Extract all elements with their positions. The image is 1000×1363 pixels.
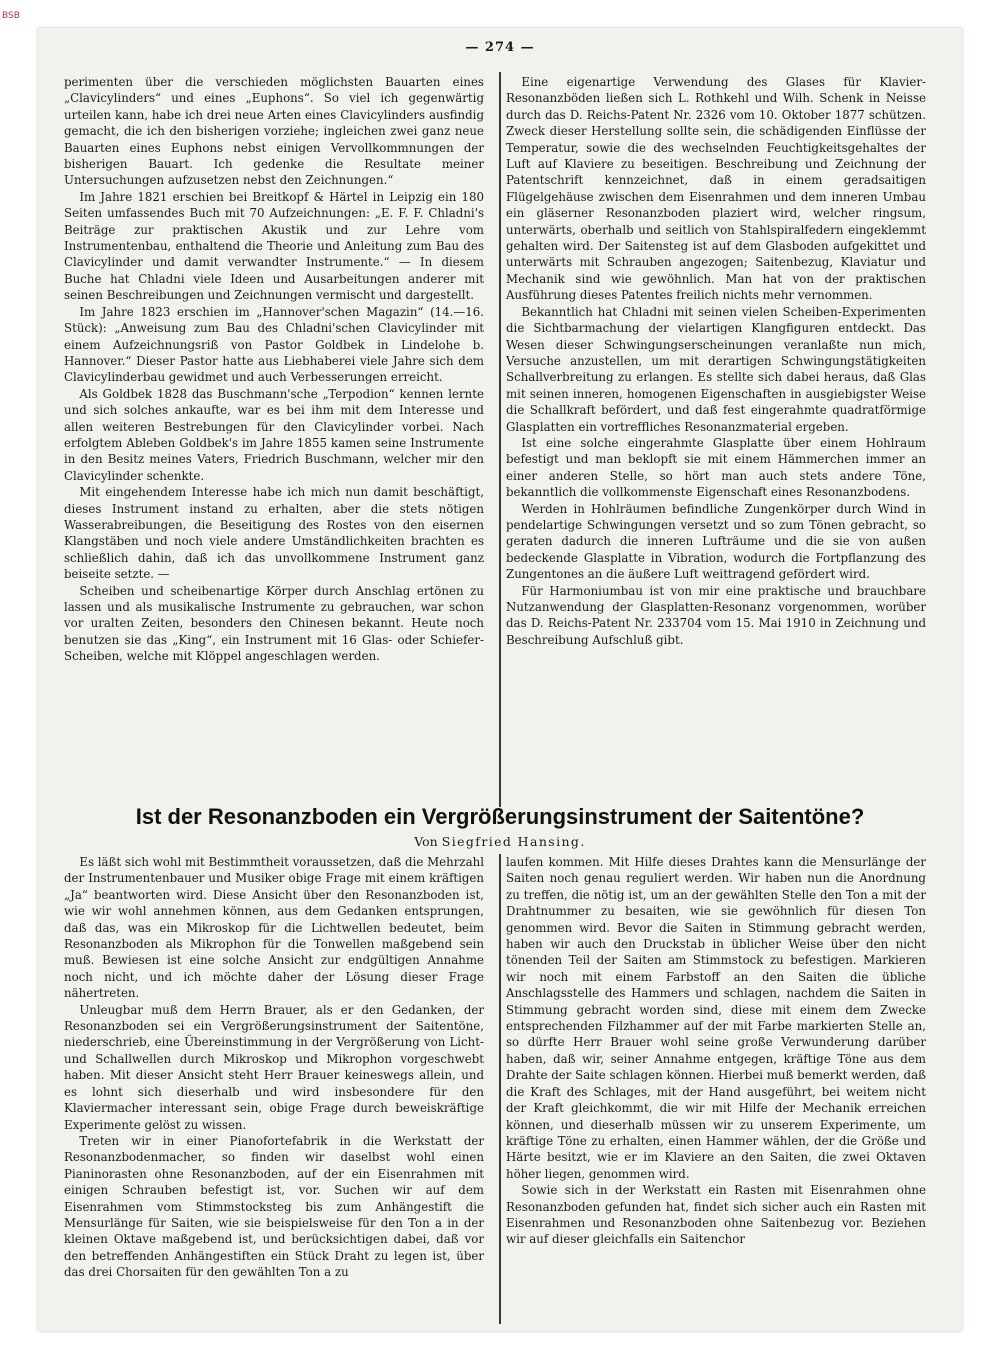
- byline-author: Siegfried Hansing.: [441, 834, 586, 849]
- paragraph: Für Harmoniumbau ist von mir eine praktische und brauchbare Nutzanwendung der Glasplatten-Resonanz vorgenommen, worüber das D. Reichs-Patent Nr. 233704 vom 15. Mai 1910 in Zeichnung und Beschreibung Aufschluß gibt.: [506, 583, 926, 647]
- paragraph: Im Jahre 1823 erschien im „Hannover'schen Magazin“ (14.—16. Stück): „Anweisung zum Bau des Chladni'schen Clavicylinder mit einem Aufzeichnungsriß von Pastor Goldbek in Lindelohe b. Hannover.“ Dieser Pastor hatte aus Liebhaberei viele Jahre sich dem Clavicylinderbau gewidmet und auch Verbesserungen erreicht.: [64, 304, 484, 385]
- paragraph: Ist eine solche eingerahmte Glasplatte über einem Hohlraum befestigt und man beklopft sie mit einem Hämmerchen immer an einer anderen Stelle, so hört man auch stets andere Töne, bekanntlich die vollkommenste Eigenschaft eines Resonanzbodens.: [506, 435, 926, 500]
- paragraph: Eine eigenartige Verwendung des Glases für Klavier-Resonanzböden ließen sich L. Rothkehl und Wilh. Schenk in Neisse durch das D. Reichs-Patent Nr. 2326 vom 10. Oktober 1877 schützen. Zweck dieser Herstellung sollte sein, die schädigenden Einflüsse der Temperatur, sowie die des wechselnden Feuchtigkeitsgehaltes der Luft auf Klaviere zu beseitigen. Beschreibung und Zeichnung der Patentschrift kennzeichnet, daß in einem geradsaitigen Flügelgehäuse zwischen dem Eisenrahmen und dem inneren Umbau ein gläserner Resonanzboden plaziert wird, welcher ringsum, unterwärts, oberhalb und seitlich von Stahlspiralfedern eingeklemmt gehalten wird. Der Saitensteg ist auf dem Glasboden aufgekittet und unterwärts mit Schrauben angezogen; Saitenbezug, Klaviatur und Mechanik sind wie gewöhnlich. Man hat von der praktischen Ausführung dieses Patentes freilich nichts mehr vernommen.: [506, 75, 926, 303]
- paragraph: Unleugbar muß dem Herrn Brauer, als er den Gedanken, der Resonanzboden sei ein Vergrößerungsinstrument der Saitentöne, niederschrieb, eine Übereinstimmung in der Vergrößerung von Licht- und Schallwellen durch Mikroskop und Mikrophon vorgeschwebt haben. Mit dieser Ansicht steht Herr Brauer keineswegs allein, und es lohnt sich dieserhalb und wird insbesondere für den Klaviermacher interessant sein, obige Frage durch beweiskräftige Experimente gelöst zu wissen.: [64, 1002, 484, 1132]
- column-divider: [499, 854, 501, 1324]
- left-column-bottom: [64, 854, 484, 1281]
- paragraph: Werden in Hohlräumen befindliche Zungenkörper durch Wind in pendelartige Schwingungen versetzt und so zum Tönen gebracht, so geraten dadurch die inneren Lufträume und die sie von außen bedeckende Glasplatte in Vibration, wodurch die Fortpflanzung des Zungentones an die äußere Luft weittragend gefördert wird.: [506, 501, 926, 582]
- paragraph: Bekanntlich hat Chladni mit seinen vielen Scheiben-Experimenten die Sichtbarmachung der vielartigen Klangfiguren entdeckt. Das Wesen dieser Schwingungserscheinungen veranlaßte nun mich, Versuche anzustellen, um mit derartigen Schwingungstätigkeiten Schallverbreitung zu erlangen. Es stellte sich dabei heraus, daß Glas mit seinen inneren, homogenen Eigenschaften in ausgiebigster Weise die Schallkraft befördert, und daß fest eingerahmte quadratförmige Glasplatten ein vortreffliches Resonanzmaterial ergeben.: [506, 304, 926, 434]
- paragraph: Sowie sich in der Werkstatt ein Rasten mit Eisenrahmen ohne Resonanzboden gefunden hat, findet sich sicher auch ein Rasten mit Eisenrahmen und Resonanzboden ohne Saitenbezug vor. Beziehen wir auf dieser gleichfalls ein Saitenchor: [506, 1183, 926, 1247]
- article-headline: Ist der Resonanzboden ein Vergrößerungsinstrument der Saitentöne?: [135, 804, 865, 829]
- right-column-top: [506, 74, 926, 648]
- page-number: — 274 —: [465, 40, 535, 55]
- paragraph: laufen kommen. Mit Hilfe dieses Drahtes kann die Mensurlänge der Saiten noch genau reguliert werden. Wir haben nun die Anordnung zu treffen, die nötig ist, um an der gewählten Stelle den Ton a mit der Drahtnummer zu besaiten, wie sie gewöhnlich für diesen Ton genommen wird. Bevor die Saiten in Stimmung gebracht werden, haben wir auch den Druckstab in üblicher Weise über den nicht tönenden Teil der Saiten am Stimmstock zu befestigen. Markieren wir noch mit einem Farbstoff an den Saiten die übliche Anschlagsstelle des Hammers und schlagen, nachdem die Saiten in Stimmung gebracht worden sind, diese mit einem dem Zwecke entsprechenden Filzhammer auf der mit Farbe markierten Stelle an, so dürfte Herr Brauer wohl seine große Verwunderung darüber haben, daß wir, seiner Annahme entgegen, kräftige Töne aus dem Drahte der Saite schlagen können. Hierbei muß bemerkt werden, daß die Kraft des Schlages, mit der Hand ausgeführt, bei weitem nicht der Kraft gleichkommt, die wir mit Hilfe der Mechanik erreichen können, und dieserhalb müssen wir zu unserem Experimente, um kräftige Töne zu erhalten, einen Hammer wählen, der die Größe und Härte besitzt, wie er im Klaviere an den Saiten, die zwei Oktaven höher liegen, genommen wird.: [506, 855, 926, 1181]
- scanned-page: [38, 28, 962, 1331]
- paragraph: Als Goldbek 1828 das Buschmann'sche „Terpodion“ kennen lernte und sich solches ankaufte, war es bei ihm mit dem Interesse und allen weiteren Bestrebungen für den Clavicylinder vorbei. Nach erfolgtem Ableben Goldbek's im Jahre 1855 kamen seine Instrumente in den Besitz meines Vaters, Friedrich Buschmann, welcher mir den Clavicylinder schenkte.: [64, 386, 484, 483]
- paragraph: perimenten über die verschieden möglichsten Bauarten eines „Clavicylinders“ und eines „Euphons“. So viel ich gegenwärtig urteilen kann, habe ich drei neue Arten eines Clavicylinders ausfindig gemacht, die ich den bisherigen vorziehe; ingleichen zwei ganz neue Bauarten eines Euphons nebst einigen Vervollkommnungen der bisherigen Bauart. Ich gedenke die Resultate meiner Untersuchungen aufzusetzen nebst den Zeichnungen.“: [64, 75, 484, 188]
- library-watermark: BSB: [2, 11, 20, 21]
- left-column-top: [64, 74, 484, 665]
- paragraph: Treten wir in einer Pianofortefabrik in die Werkstatt der Resonanzbodenmacher, so finden wir daselbst wohl einen Pianinorasten ohne Resonanzboden, auf der ein Eisenrahmen mit einigen Schrauben befestigt ist, vor. Suchen wir auf dem Eisenrahmen vom Stimmstocksteg bis zum Anhängestift die Mensurlänge für Saiten, wie sie beispielsweise für den Ton a in der kleinen Oktave maßgebend ist, und berücksichtigen dabei, daß vor den betreffenden Anhängestiften ein Stück Draht zu legen ist, über das drei Chorsaiten für den gewählten Ton a zu: [64, 1133, 484, 1280]
- right-column-bottom: [506, 854, 926, 1248]
- paragraph: Mit eingehendem Interesse habe ich mich nun damit beschäftigt, dieses Instrument instand zu erhalten, aber die stets nötigen Wasserabreibungen, die Beseitigung des Rostes von den eisernen Klangstäben und noch viele andere Umständlichkeiten brachten es schließlich dahin, daß ich das unvollkommene Instrument ganz beiseite setzte. —: [64, 485, 484, 582]
- paragraph: Scheiben und scheibenartige Körper durch Anschlag ertönen zu lassen und als musikalische Instrumente zu gebrauchen, war schon vor uralten Zeiten, besonders den Chinesen bekannt. Heute noch benutzen sie das „King“, ein Instrument mit 16 Glas- oder Schiefer-Scheiben, welche mit Klöppel angeschlagen werden.: [64, 583, 484, 664]
- article-byline: [38, 834, 962, 849]
- byline-prefix: Von: [414, 834, 438, 849]
- paragraph: Es läßt sich wohl mit Bestimmtheit voraussetzen, daß die Mehrzahl der Instrumentenbauer und Musiker obige Frage mit einem kräftigen „Ja“ beantworten wird. Diese Ansicht über den Resonanzboden ist, wie wir wohl annehmen können, aus dem Gedanken entsprungen, daß das, was ein Mikroskop für die Lichtwellen bedeutet, beim Resonanzboden als Mikrophon für die Tonwellen maßgebend sein muß. Bewiesen ist eine solche Ansicht zur endgültigen Annahme noch nicht, und ich möchte daher der Lösung dieser Frage nähertreten.: [64, 855, 484, 1001]
- paragraph: Im Jahre 1821 erschien bei Breitkopf & Härtel in Leipzig ein 180 Seiten umfassendes Buch mit 70 Aufzeichnungen: „E. F. F. Chladni's Beiträge zur praktischen Akustik und zur Lehre vom Instrumentenbau, enthaltend die Theorie und Anleitung zum Bau des Clavicylinder und damit verwandter Instrumente.“ — In diesem Buche hat Chladni viele Ideen und Ausarbeitungen anderer mit seinen Beschreibungen und Zeichnungen vermischt und dargestellt.: [64, 189, 484, 303]
- column-divider: [499, 72, 501, 807]
